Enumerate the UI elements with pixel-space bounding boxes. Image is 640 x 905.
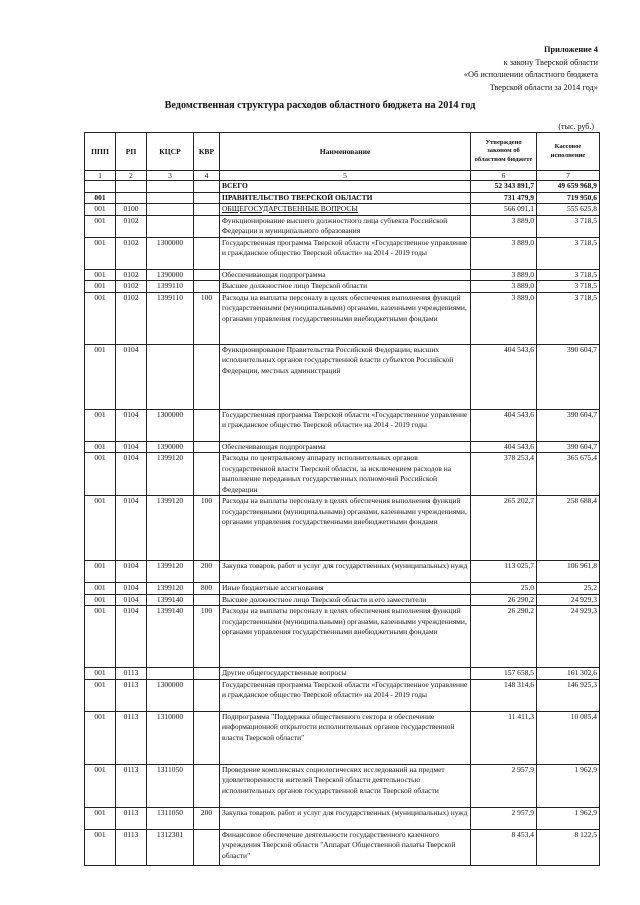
code-kvr: 800 xyxy=(194,583,220,595)
code-ppp: 001 xyxy=(85,679,116,711)
row-name: Обеспечивающая подпрограмма xyxy=(220,441,471,453)
code-kcsr xyxy=(147,668,194,680)
table-row xyxy=(85,269,600,281)
code-kcsr: 1311050 xyxy=(147,807,194,829)
header-approved: Утверждено законом об областном бюджете xyxy=(471,133,537,171)
code-kcsr xyxy=(147,215,194,237)
table-row xyxy=(85,561,600,583)
code-kcsr: 1311050 xyxy=(147,764,194,807)
code-kcsr: 1312301 xyxy=(147,829,194,865)
approved-amount: 378 253,4 xyxy=(471,453,537,496)
approved-amount: 11 411,3 xyxy=(471,711,537,764)
row-name: Высшее должностное лицо Тверской области xyxy=(220,281,471,293)
table-row xyxy=(85,606,600,668)
code-kvr: 100 xyxy=(194,496,220,561)
approved-amount: 404 543,6 xyxy=(471,409,537,441)
row-name: ОБЩЕГОСУДАРСТВЕННЫЕ ВОПРОСЫ xyxy=(220,204,471,216)
document-title: Ведомственная структура расходов областного бюджета на 2014 год xyxy=(164,100,476,111)
approved-amount: 3 889,0 xyxy=(471,215,537,237)
column-number: 7 xyxy=(537,171,600,181)
code-ppp: 001 xyxy=(85,237,116,269)
approved-amount: 2 957,9 xyxy=(471,807,537,829)
code-rp: 0104 xyxy=(116,583,147,595)
executed-amount: 3 718,5 xyxy=(537,215,600,237)
column-number: 5 xyxy=(220,171,471,181)
row-name: Подпрограмма "Поддержка общественного сектора и обеспечение информационной открытости исполнительных органов государственной власти Тверской области" xyxy=(220,711,471,764)
code-kcsr: 1399120 xyxy=(147,561,194,583)
table-body xyxy=(85,181,600,866)
executed-amount: 146 925,3 xyxy=(537,679,600,711)
code-kvr: 100 xyxy=(194,606,220,668)
executed-amount: 3 718,5 xyxy=(537,281,600,293)
row-name: Функционирование Правительства Российской Федерации, высших исполнительных органов государственной власти субъектов Российской Федерации, местных администраций xyxy=(220,344,471,409)
code-kvr: 100 xyxy=(194,292,220,344)
table-row xyxy=(85,441,600,453)
column-number: 4 xyxy=(194,171,220,181)
approved-amount: 3 889,0 xyxy=(471,292,537,344)
approved-amount: 3 889,0 xyxy=(471,269,537,281)
executed-amount: 390 604,7 xyxy=(537,344,600,409)
code-ppp: 001 xyxy=(85,807,116,829)
code-kvr xyxy=(194,409,220,441)
executed-amount: 8 122,5 xyxy=(537,829,600,865)
code-kcsr: 1310000 xyxy=(147,711,194,764)
appendix-title: Приложение 4 xyxy=(543,45,598,54)
row-name: Иные бюджетные ассигнования xyxy=(220,583,471,595)
code-ppp: 001 xyxy=(85,292,116,344)
code-rp: 0113 xyxy=(116,711,147,764)
table-row xyxy=(85,453,600,496)
expenditure-table xyxy=(84,132,600,866)
code-ppp: 001 xyxy=(85,344,116,409)
executed-amount: 1 962,9 xyxy=(537,764,600,807)
code-rp: 0104 xyxy=(116,606,147,668)
table-row xyxy=(85,192,600,204)
code-kcsr: 1390000 xyxy=(147,441,194,453)
executed-amount: 1 962,9 xyxy=(537,807,600,829)
approved-amount: 26 290,2 xyxy=(471,606,537,668)
code-rp: 0104 xyxy=(116,441,147,453)
column-number: 3 xyxy=(147,171,194,181)
code-rp: 0102 xyxy=(116,292,147,344)
code-kvr: 200 xyxy=(194,561,220,583)
code-kvr xyxy=(194,594,220,606)
code-ppp: 001 xyxy=(85,281,116,293)
table-row xyxy=(85,181,600,193)
table-row xyxy=(85,807,600,829)
appendix-line: к закону Тверской области xyxy=(503,57,598,67)
code-kcsr: 1399140 xyxy=(147,594,194,606)
column-number-row xyxy=(85,171,600,181)
code-kvr xyxy=(194,764,220,807)
table-row xyxy=(85,344,600,409)
code-kvr xyxy=(194,281,220,293)
appendix-header xyxy=(464,44,598,94)
executed-amount: 49 659 968,9 xyxy=(537,181,600,193)
code-rp: 0100 xyxy=(116,204,147,216)
approved-amount: 566 091,1 xyxy=(471,204,537,216)
executed-amount: 365 675,4 xyxy=(537,453,600,496)
executed-amount: 719 950,6 xyxy=(537,192,600,204)
header-executed: Кассовое исполнение xyxy=(537,133,600,171)
header-rp: РП xyxy=(116,133,147,171)
row-name: Расходы на выплаты персоналу в целях обеспечения выполнения функций государственными (муниципальными) органами, казенными учреждениями, органами управления государственными внебюджетными фондами xyxy=(220,496,471,561)
row-name: Финансовое обеспечение деятельности государственного казенного учреждения Тверской области "Аппарат Общественной палаты Тверской области" xyxy=(220,829,471,865)
column-number: 6 xyxy=(471,171,537,181)
table-row xyxy=(85,292,600,344)
executed-amount: 555 625,8 xyxy=(537,204,600,216)
code-rp: 0104 xyxy=(116,594,147,606)
row-name: Закупка товаров, работ и услуг для государственных (муниципальных) нужд xyxy=(220,807,471,829)
code-rp: 0113 xyxy=(116,764,147,807)
column-number: 1 xyxy=(85,171,116,181)
table-row xyxy=(85,496,600,561)
code-kvr xyxy=(194,237,220,269)
row-name: Расходы на выплаты персоналу в целях обеспечения выполнения функций государственными (муниципальными) органами, казенными учреждениями, органами управления государственными внебюджетными фондами xyxy=(220,606,471,668)
header-kvr: КВР xyxy=(194,133,220,171)
code-ppp: 001 xyxy=(85,711,116,764)
code-kcsr: 1300000 xyxy=(147,237,194,269)
row-name: Закупка товаров, работ и услуг для государственных (муниципальных) нужд xyxy=(220,561,471,583)
code-kvr xyxy=(194,204,220,216)
row-name: Государственная программа Тверской области «Государственное управление и гражданское общество Тверской области» на 2014 - 2019 годы xyxy=(220,409,471,441)
code-ppp: 001 xyxy=(85,204,116,216)
code-rp: 0102 xyxy=(116,215,147,237)
code-kcsr: 1390000 xyxy=(147,269,194,281)
executed-amount: 25,2 xyxy=(537,583,600,595)
executed-amount: 3 718,5 xyxy=(537,237,600,269)
approved-amount: 8 453,4 xyxy=(471,829,537,865)
table-row xyxy=(85,711,600,764)
code-kvr xyxy=(194,344,220,409)
executed-amount: 258 688,4 xyxy=(537,496,600,561)
code-kvr xyxy=(194,215,220,237)
code-ppp: 001 xyxy=(85,594,116,606)
code-ppp: 001 xyxy=(85,764,116,807)
code-kcsr xyxy=(147,204,194,216)
executed-amount: 24 929,3 xyxy=(537,594,600,606)
header-kcsr: КЦСР xyxy=(147,133,194,171)
header-name: Наименование xyxy=(220,133,471,171)
code-ppp: 001 xyxy=(85,441,116,453)
table-row xyxy=(85,583,600,595)
code-kcsr xyxy=(147,181,194,193)
table-header-row xyxy=(85,133,600,171)
code-kvr: 200 xyxy=(194,807,220,829)
table-row xyxy=(85,764,600,807)
code-rp: 0104 xyxy=(116,344,147,409)
row-name: Государственная программа Тверской области «Государственное управление и гражданское общество Тверской области» на 2014 - 2019 годы xyxy=(220,679,471,711)
units-label: (тыс. руб.) xyxy=(558,122,594,131)
approved-amount: 3 889,0 xyxy=(471,237,537,269)
table-row xyxy=(85,215,600,237)
row-name: ВСЕГО xyxy=(220,181,471,193)
table-row xyxy=(85,679,600,711)
appendix-line: «Об исполнении областного бюджета xyxy=(463,70,598,79)
code-ppp: 001 xyxy=(85,583,116,595)
approved-amount: 3 889,0 xyxy=(471,281,537,293)
code-rp: 0113 xyxy=(116,829,147,865)
code-kvr xyxy=(194,192,220,204)
code-rp: 0102 xyxy=(116,237,147,269)
executed-amount: 161 302,6 xyxy=(537,668,600,680)
code-kvr xyxy=(194,711,220,764)
executed-amount: 24 929,3 xyxy=(537,606,600,668)
table-row xyxy=(85,204,600,216)
code-rp: 0102 xyxy=(116,281,147,293)
table-row xyxy=(85,668,600,680)
code-kcsr: 1399120 xyxy=(147,453,194,496)
code-ppp: 001 xyxy=(85,606,116,668)
appendix-line: Тверской области за 2014 год» xyxy=(489,82,598,92)
code-ppp: 001 xyxy=(85,215,116,237)
code-kvr xyxy=(194,269,220,281)
table-row xyxy=(85,829,600,865)
row-name: Обеспечивающая подпрограмма xyxy=(220,269,471,281)
row-name: Расходы на выплаты персоналу в целях обеспечения выполнения функций государственными (муниципальными) органами, казенными учреждениями, органами управления государственными внебюджетными фондами xyxy=(220,292,471,344)
executed-amount: 10 085,4 xyxy=(537,711,600,764)
code-kcsr: 1399110 xyxy=(147,281,194,293)
code-kcsr: 1300000 xyxy=(147,409,194,441)
code-kvr xyxy=(194,181,220,193)
code-kvr xyxy=(194,453,220,496)
code-kcsr xyxy=(147,192,194,204)
code-rp: 0104 xyxy=(116,409,147,441)
code-rp: 0113 xyxy=(116,807,147,829)
executed-amount: 106 961,8 xyxy=(537,561,600,583)
row-name: Функционирование высшего должностного лица субъекта Российской Федерации и муниципального образования xyxy=(220,215,471,237)
code-kcsr: 1300000 xyxy=(147,679,194,711)
approved-amount: 404 543,6 xyxy=(471,344,537,409)
code-ppp: 001 xyxy=(85,192,116,204)
row-name: Проведение комплексных социологических исследований на предмет удовлетворенности жителей Тверской области деятельностью исполнительных органов государственной власти Тверской области xyxy=(220,764,471,807)
approved-amount: 26 290,2 xyxy=(471,594,537,606)
code-rp xyxy=(116,192,147,204)
row-name: ПРАВИТЕЛЬСТВО ТВЕРСКОЙ ОБЛАСТИ xyxy=(220,192,471,204)
column-number: 2 xyxy=(116,171,147,181)
code-kvr xyxy=(194,679,220,711)
code-ppp: 001 xyxy=(85,269,116,281)
code-kcsr xyxy=(147,344,194,409)
table-row xyxy=(85,409,600,441)
code-kcsr: 1399120 xyxy=(147,496,194,561)
executed-amount: 3 718,5 xyxy=(537,292,600,344)
executed-amount: 390 604,7 xyxy=(537,441,600,453)
code-kvr xyxy=(194,668,220,680)
code-ppp: 001 xyxy=(85,829,116,865)
row-name: Высшее должностное лицо Тверской области и его заместители xyxy=(220,594,471,606)
row-name: Другие общегосударственные вопросы xyxy=(220,668,471,680)
table-row xyxy=(85,594,600,606)
code-kcsr: 1399110 xyxy=(147,292,194,344)
code-rp: 0104 xyxy=(116,496,147,561)
code-ppp: 001 xyxy=(85,561,116,583)
code-ppp: 001 xyxy=(85,496,116,561)
approved-amount: 157 658,5 xyxy=(471,668,537,680)
code-kvr xyxy=(194,829,220,865)
code-rp: 0104 xyxy=(116,453,147,496)
code-kvr xyxy=(194,441,220,453)
row-name: Расходы по центральному аппарату исполнительных органов государственной власти Тверской области, за исключением расходов на выполнение переданных государственных полномочий Российской Федерации xyxy=(220,453,471,496)
approved-amount: 52 343 891,7 xyxy=(471,181,537,193)
header-ppp: ППП xyxy=(85,133,116,171)
approved-amount: 404 543,6 xyxy=(471,441,537,453)
code-kcsr: 1399140 xyxy=(147,606,194,668)
executed-amount: 390 604,7 xyxy=(537,409,600,441)
code-ppp: 001 xyxy=(85,668,116,680)
approved-amount: 2 957,9 xyxy=(471,764,537,807)
table-row xyxy=(85,281,600,293)
table-row xyxy=(85,237,600,269)
code-ppp xyxy=(85,181,116,193)
approved-amount: 113 025,7 xyxy=(471,561,537,583)
code-rp: 0102 xyxy=(116,269,147,281)
code-ppp: 001 xyxy=(85,409,116,441)
executed-amount: 3 718,5 xyxy=(537,269,600,281)
code-rp xyxy=(116,181,147,193)
code-rp: 0113 xyxy=(116,668,147,680)
approved-amount: 25,0 xyxy=(471,583,537,595)
approved-amount: 148 314,6 xyxy=(471,679,537,711)
approved-amount: 265 202,7 xyxy=(471,496,537,561)
code-rp: 0104 xyxy=(116,561,147,583)
code-rp: 0113 xyxy=(116,679,147,711)
code-kcsr: 1399120 xyxy=(147,583,194,595)
row-name: Государственная программа Тверской области «Государственное управление и гражданское общество Тверской области» на 2014 - 2019 годы xyxy=(220,237,471,269)
code-ppp: 001 xyxy=(85,453,116,496)
approved-amount: 731 479,9 xyxy=(471,192,537,204)
